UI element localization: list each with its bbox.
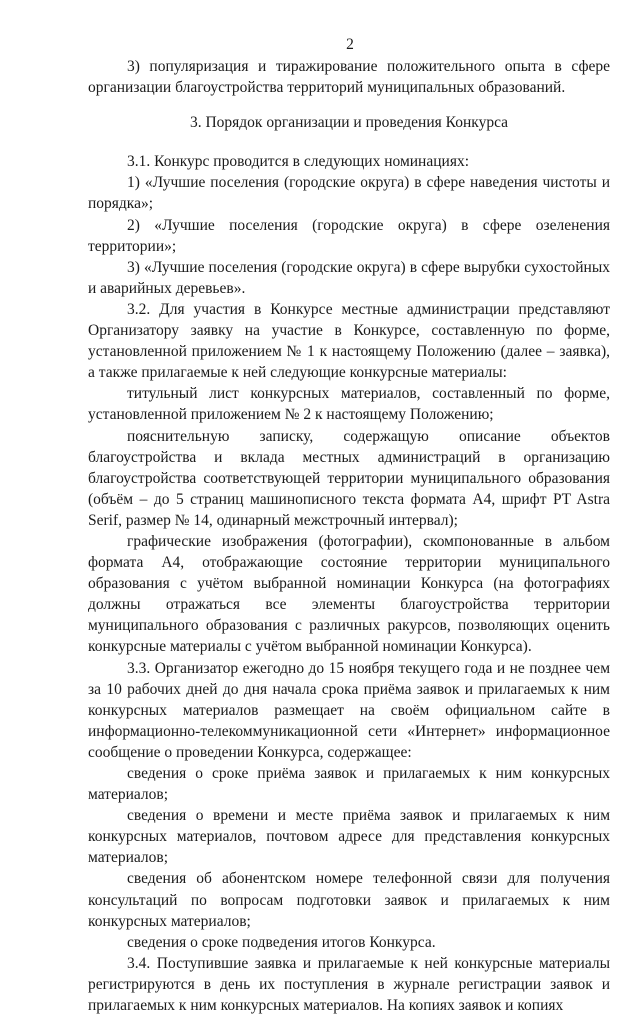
paragraph-3-3: 3.3. Организатор ежегодно до 15 ноября текущего года и не позднее чем за 10 рабочих дней до дня начала срока приёма заявок и прилагаемых к ним конкурсных материалов размещает на своём официальном сайте в информационно-телекоммуникационной сети «Интернет» информационное сообщение о проведении Конкурса, содержащее:	[88, 659, 610, 761]
paragraph-3-1: 3.1. Конкурс проводится в следующих номинациях:	[127, 153, 469, 171]
paragraph-3-4: 3.4. Поступившие заявка и прилагаемые к ней конкурсные материалы регистрируются в день их поступления в журнале регистрации заявок и прилагаемых к ним конкурсных материалов. На копиях заявок и копиях	[88, 954, 610, 1015]
nomination-1: 1) «Лучшие поселения (городские округа) в сфере наведения чистоты и порядка»;	[88, 174, 610, 213]
nomination-2: 2) «Лучшие поселения (городские округа) в сфере озеленения территории»;	[88, 216, 610, 255]
section-heading: 3. Порядок организации и проведения Конкурса	[189, 114, 509, 132]
material-graphic-images: графические изображения (фотографии), скомпонованные в альбом формата А4, отображающие состояние территории муниципального образования с учётом выбранной номинации Конкурса (на фотографиях должны отражаться все элементы благоустройства территории муниципального образования с различных ракурсов, позволяющих оценить конкурсные материалы с учётом выбранной номинации Конкурса).	[88, 532, 610, 656]
nomination-3: 3) «Лучшие поселения (городские округа) в сфере вырубки сухостойных и аварийных деревьев».	[88, 258, 610, 297]
page-number: 2	[346, 36, 354, 53]
info-item-results-date: сведения о сроке подведения итогов Конкурса.	[127, 933, 436, 951]
material-explanatory-note: пояснительную записку, содержащую описание объектов благоустройства и вклада местных администраций в организацию благоустройства соответствующей территории муниципального образования (объём – до 5 страниц машинописного текста формата А4, шрифт PT Astra Serif, размер № 14, одинарный межстрочный интервал);	[88, 427, 610, 529]
paragraph-3-2: 3.2. Для участия в Конкурсе местные администрации представляют Организатору заявку на участие в Конкурсе, составленную по форме, установленной приложением № 1 к настоящему Положению (далее – заявка), а также прилагаемые к ней следующие конкурсные материалы:	[88, 300, 610, 382]
document-body	[88, 56, 610, 1016]
material-title-sheet: титульный лист конкурсных материалов, составленный по форме, установленной приложением № 2 к настоящему Положению;	[88, 385, 610, 424]
info-item-submission-period: сведения о сроке приёма заявок и прилагаемых к ним конкурсных материалов;	[88, 765, 610, 804]
info-item-time-place: сведения о времени и месте приёма заявок и прилагаемых к ним конкурсных материалов, почтовом адресе для представления конкурсных материалов;	[88, 807, 610, 867]
info-item-phone: сведения об абонентском номере телефонной связи для получения консультаций по вопросам подготовки заявок и прилагаемых к ним конкурсных материалов;	[88, 870, 610, 930]
paragraph-goal-3: 3) популяризация и тиражирование положительного опыта в сфере организации благоустройства территорий муниципальных образований.	[88, 58, 610, 97]
